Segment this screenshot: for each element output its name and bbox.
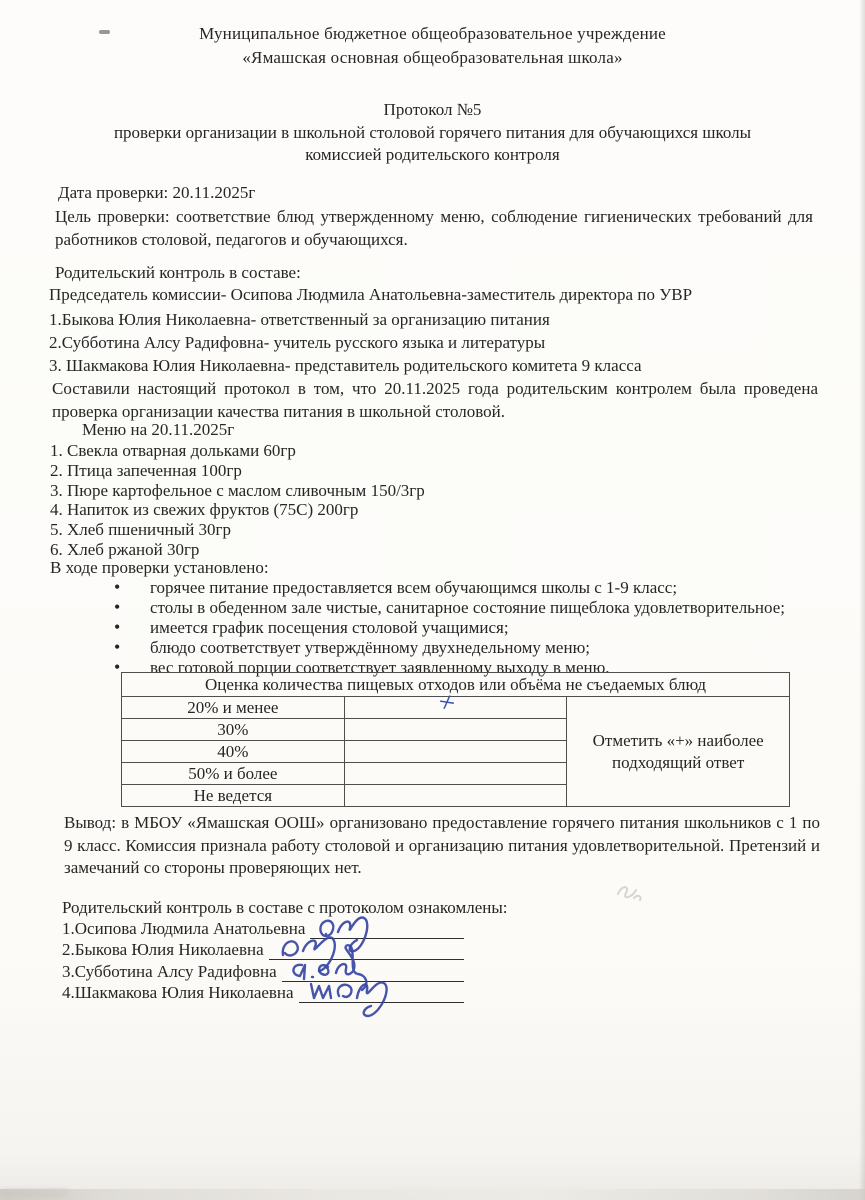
finding-item: • блюдо соответствует утверждённому двухнедельному меню; — [50, 638, 785, 658]
menu-item: 4. Напиток из свежих фруктов (75С) 200гр — [50, 500, 359, 520]
finding-item: • столы в обеденном зале чистые, санитарное состояние пищеблока удовлетворительное; — [50, 598, 785, 618]
check-date: Дата проверки: 20.11.2025г — [58, 183, 256, 202]
protocol-title: Протокол №5 — [383, 100, 482, 119]
menu-item: 5. Хлеб пшеничный 30гр — [50, 520, 232, 540]
signatory-row — [62, 918, 464, 939]
waste-option-20-or-less: 20% и менее — [122, 697, 345, 719]
waste-mark-cell — [344, 785, 567, 807]
waste-table-note: Отметить «+» наиболее подходящий ответ — [567, 697, 790, 807]
protocol-title-block — [0, 99, 865, 167]
signatory-name: 4.Шакмакова Юлия Николаевна — [62, 982, 294, 1002]
protocol-subtitle-line1: проверки организации в школьной столовой горячего питания для обучающихся школы — [113, 122, 752, 142]
waste-assessment-table — [121, 672, 790, 807]
waste-option-40: 40% — [122, 741, 345, 763]
menu-item: 3. Пюре картофельное с маслом сливочным 150/3гр — [50, 480, 425, 500]
findings-heading: В ходе проверки установлено: — [50, 558, 269, 577]
findings-list — [50, 578, 785, 678]
finding-item: • вес готовой порции соответствует заявленному выходу в меню. — [50, 658, 785, 678]
organization-name-line2: «Ямашская основная общеобразовательная школа» — [242, 47, 623, 67]
menu-item: 1. Свекла отварная дольками 60гр — [50, 441, 296, 460]
acknowledgement-heading: Родительский контроль в составе с протоколом ознакомлены: — [62, 898, 508, 917]
protocol-statement: Составили настоящий протокол в том, что 20.11.2025 года родительским контролем была проведена проверка организации качества питания в школьной столовой. — [52, 379, 818, 421]
signatory-name: 3.Субботина Алсу Радифовна — [62, 961, 277, 981]
committee-chairman: Председатель комиссии- Осипова Людмила Анатольевна-заместитель директора по УВР — [49, 285, 693, 304]
signature-block — [62, 918, 464, 1003]
committee-member: 1.Быкова Юлия Николаевна- ответственный за организацию питания — [49, 310, 550, 329]
conclusion-paragraph: Вывод: в МБОУ «Ямашская ООШ» организовано предоставление горячего питания школьников с 1 по 9 класс. Комиссия признала работу столовой и организацию питания удовлетворительной. Претензий и замечаний со стороны проверяющих нет. — [64, 813, 820, 878]
scan-edge-shadow-right — [859, 0, 865, 1200]
menu-item: 2. Птица запеченная 100гр — [50, 460, 242, 480]
finding-item: • горячее питание предоставляется всем обучающимся школы с 1-9 класс; — [50, 578, 785, 598]
signature-line — [299, 981, 464, 1003]
organization-header — [0, 22, 865, 69]
committee-member: 2.Субботина Алсу Радифовна- учитель русского языка и литературы — [49, 333, 546, 353]
waste-mark-cell — [344, 719, 567, 741]
waste-option-30: 30% — [122, 719, 345, 741]
menu-item: 6. Хлеб ржаной 30гр — [50, 539, 200, 559]
committee-member: 3. Шакмакова Юлия Николаевна- представитель родительского комитета 9 класса — [49, 356, 642, 376]
signatory-name: 1.Осипова Людмила Анатольевна — [62, 919, 306, 939]
scan-edge-band-bottom — [0, 1189, 865, 1200]
waste-option-not-tracked: Не ведется — [122, 785, 345, 807]
waste-table-title: Оценка количества пищевых отходов или объёма не съедаемых блюд — [122, 673, 790, 697]
waste-mark-cell — [344, 763, 567, 785]
handwritten-plus-mark: + — [431, 685, 462, 720]
committee-members — [49, 308, 642, 378]
signatory-name: 2.Быкова Юлия Николаевна — [62, 940, 264, 960]
check-purpose: Цель проверки: соответствие блюд утвержденному меню, соблюдение гигиенических требований для работников столовой, педагогов и обучающихся. — [55, 207, 813, 249]
signature-ink-shakmakova — [301, 960, 433, 1018]
menu-heading: Меню на 20.11.2025г — [82, 420, 235, 439]
signatory-row — [62, 982, 464, 1003]
pencil-smudge-artifact — [612, 878, 648, 904]
waste-mark-cell — [344, 741, 567, 763]
protocol-subtitle-line2: комиссией родительского контроля — [305, 145, 560, 164]
organization-name-line1: Муниципальное бюджетное общеобразовательное учреждение — [199, 24, 666, 43]
waste-mark-cell — [344, 685, 567, 720]
finding-item: • имеется график посещения столовой учащимися; — [50, 618, 785, 638]
menu-list — [50, 441, 425, 560]
waste-option-50-or-more: 50% и более — [122, 763, 345, 785]
committee-heading: Родительский контроль в составе: — [55, 263, 301, 282]
